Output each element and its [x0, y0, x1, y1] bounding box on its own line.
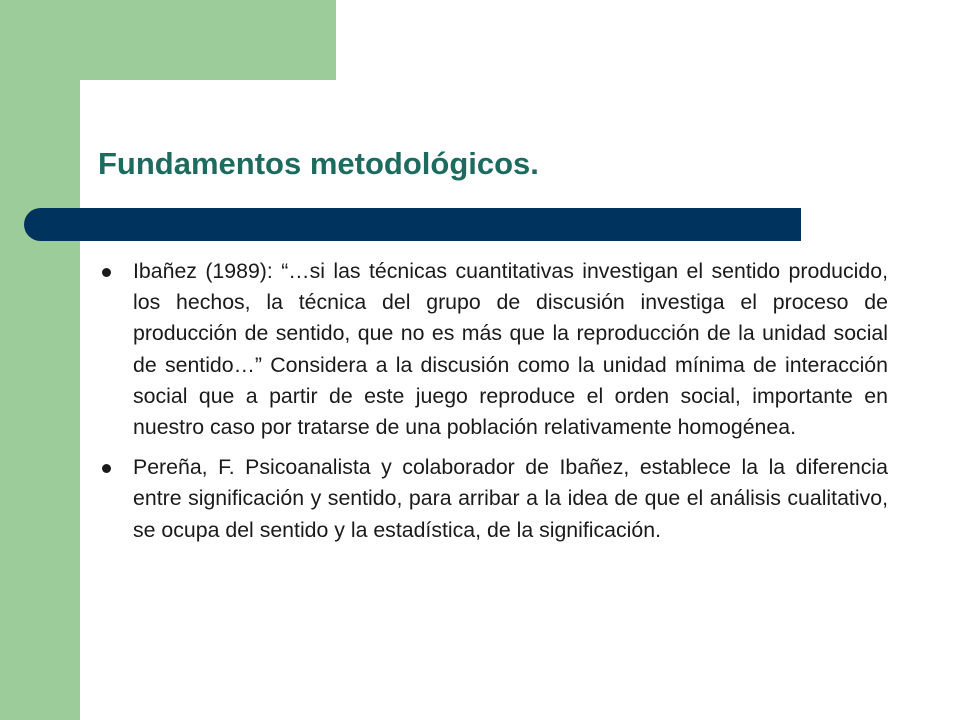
- decorative-green-left-panel: [0, 0, 80, 720]
- bullet-item-ibanez: [98, 256, 888, 443]
- slide-title: Fundamentos metodológicos.: [98, 146, 539, 181]
- bullet-item-perena: [98, 452, 888, 546]
- bullet-text: Ibañez (1989): “…si las técnicas cuantitativas investigan el sentido producido, los hechos, la técnica del grupo de discusión investiga el proceso de producción de sentido, que no es más que la reproducción de la unidad social de sentido…” Considera a la discusión como la unidad mínima de interacción social que a partir de este juego reproduce el orden social, importante en nuestro caso por tratarse de una población relativamente homogénea.: [133, 259, 888, 440]
- bullet-dot-icon: [102, 464, 111, 473]
- bullet-dot-icon: [102, 268, 111, 277]
- bullet-text: Pereña, F. Psicoanalista y colaborador de Ibañez, establece la la diferencia entre significación y sentido, para arribar a la idea de que el análisis cualitativo, se ocupa del sentido y la estadística, de la significación.: [133, 455, 888, 542]
- bullet-list: [98, 256, 888, 546]
- title-underline-bar: [24, 208, 801, 241]
